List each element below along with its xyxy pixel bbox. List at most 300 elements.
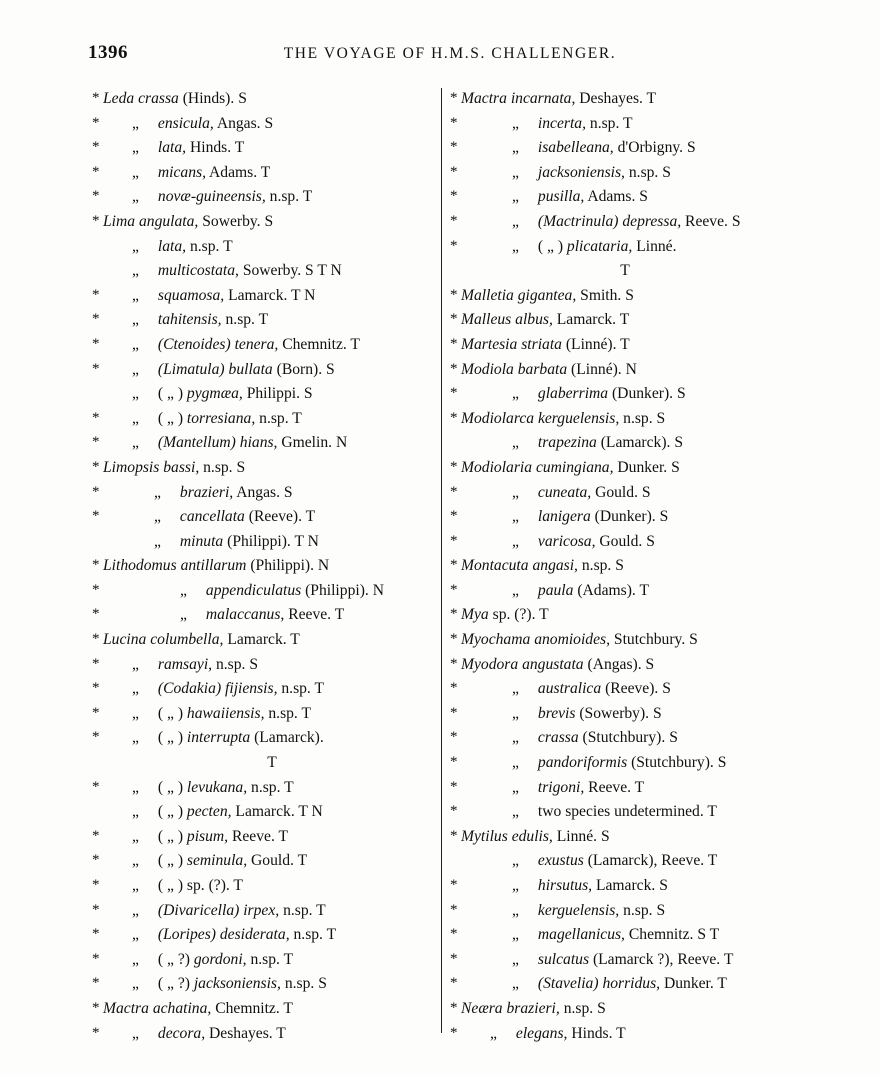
author-name: n.sp. [623, 901, 653, 919]
entry-text [103, 554, 329, 579]
entry-text [461, 997, 606, 1022]
asterisk-marker: * [450, 212, 458, 229]
asterisk-marker: * [450, 458, 458, 475]
ditto-mark: „ [512, 778, 519, 796]
species-entry [450, 431, 800, 456]
asterisk-marker: * [450, 999, 458, 1016]
asterisk-marker: * [450, 139, 458, 156]
entry-text [512, 800, 717, 825]
locality-code: S [238, 90, 247, 107]
subgenus-ditto: ( „ ) [157, 409, 184, 427]
entry-text [180, 603, 344, 628]
subgenus-ditto: ( „ ) [157, 852, 184, 870]
entry-text [132, 825, 288, 850]
author-name: sp. (?). [492, 606, 536, 624]
species-name: lata, [157, 237, 187, 255]
asterisk-marker: * [450, 581, 458, 598]
entry-text [132, 923, 336, 948]
entry-text [132, 358, 335, 383]
entry-text [461, 653, 654, 678]
entry-text [512, 481, 651, 506]
asterisk-marker: * [450, 704, 458, 721]
asterisk-marker: * [450, 901, 458, 918]
species-name: brazieri, [179, 483, 234, 501]
locality-code: T [619, 311, 630, 329]
asterisk-marker: * [92, 409, 100, 426]
entry-text [132, 899, 326, 924]
author-name: Linné. [636, 237, 677, 255]
ditto-mark: „ [512, 975, 519, 993]
ditto-mark: „ [132, 409, 139, 427]
ditto-mark: „ [512, 877, 519, 894]
locality-code: S [249, 655, 259, 673]
ditto-mark: „ [132, 655, 139, 673]
locality-code: T [639, 581, 649, 599]
asterisk-marker: * [450, 1024, 458, 1041]
species-entry [450, 530, 800, 555]
species-entry [92, 677, 452, 702]
species-entry [450, 235, 800, 260]
author-name: (Reeve). [605, 680, 659, 698]
author-name: n.sp. [293, 926, 323, 944]
species-entry [92, 235, 452, 260]
subgenus-ditto: ( „ ) [157, 827, 184, 845]
asterisk-marker: * [92, 286, 100, 303]
species-entry [92, 554, 452, 579]
species-name: angulata, [138, 212, 199, 230]
species-name: pusilla, [537, 188, 585, 206]
ditto-mark: „ [512, 704, 519, 722]
ditto-mark: „ [512, 237, 519, 255]
ditto-mark: „ [512, 532, 519, 550]
asterisk-marker: * [92, 852, 100, 869]
author-name: Angas. [216, 114, 261, 132]
entry-text [132, 431, 347, 456]
locality-code: S [283, 483, 293, 501]
ditto-mark: „ [132, 950, 139, 968]
asterisk-marker: * [92, 163, 100, 180]
ditto-mark: „ [132, 680, 139, 698]
author-name: Reeve. [685, 212, 728, 230]
author-name: (Reeve). [248, 508, 303, 526]
author-name: (Lamarck), Reeve. [587, 852, 705, 870]
author-name: (Philippi). [227, 532, 291, 550]
author-name: Smith. [580, 286, 622, 304]
locality-code: T [305, 508, 316, 526]
asterisk-marker: * [450, 163, 458, 180]
species-entry [92, 776, 452, 801]
ditto-mark: „ [180, 581, 187, 599]
author-name: n.sp. [215, 655, 246, 673]
species-name: appendiculatus [205, 581, 302, 599]
locality-code: T [260, 163, 271, 181]
subgenus-ditto: ( „ ?) [157, 975, 190, 993]
asterisk-marker: * [92, 877, 100, 893]
author-name: Angas. [236, 483, 280, 501]
locality-code: S [615, 557, 624, 575]
entry-text [461, 284, 634, 309]
species-name: elegans, [515, 1024, 568, 1042]
entry-text [132, 259, 342, 284]
entry-text [512, 505, 668, 530]
right-column-species-list [450, 87, 800, 1046]
species-entry [92, 1022, 452, 1047]
asterisk-marker: * [450, 778, 458, 795]
asterisk-marker: * [92, 950, 100, 967]
author-name: (Dunker). [611, 385, 674, 403]
asterisk-marker: * [92, 704, 100, 721]
genus-name: Mactra [461, 90, 507, 107]
ditto-mark: „ [132, 385, 139, 403]
species-name: glaberrima [537, 385, 609, 403]
author-name: d'Orbigny. [617, 139, 684, 157]
asterisk-marker: * [92, 729, 100, 746]
species-name: micans, [157, 163, 206, 181]
genus-name: Lucina [103, 631, 147, 649]
ditto-mark: „ [512, 803, 519, 821]
entry-text [154, 530, 319, 555]
author-name: Sowerby. [242, 262, 302, 280]
asterisk-marker: * [450, 557, 458, 574]
locality-code: T N [291, 286, 316, 304]
author-name: n.sp. [203, 458, 233, 476]
species-name: gordoni, [193, 950, 247, 968]
author-name: Linné. [556, 827, 598, 845]
ditto-mark: „ [132, 335, 139, 353]
species-name: albus, [515, 311, 553, 329]
species-entry [450, 948, 800, 973]
species-name: anomioides, [534, 631, 610, 649]
species-name: interrupta [186, 729, 251, 747]
author-name: n.sp. [623, 409, 653, 427]
species-entry [92, 997, 452, 1022]
author-name: Adams. [587, 188, 636, 206]
genus-name: Lithodomus [103, 557, 177, 575]
locality-code: T [301, 704, 311, 722]
locality-code: N [335, 434, 348, 452]
species-name: striata [521, 335, 562, 353]
species-name: paula [537, 581, 574, 599]
species-entry [92, 259, 452, 284]
author-name: Lamarck. [235, 803, 295, 821]
entry-text [512, 726, 678, 751]
species-entry [450, 776, 800, 801]
author-name: Philippi. [246, 385, 300, 403]
species-entry [92, 382, 452, 407]
entry-text [180, 579, 384, 604]
species-entry [92, 161, 452, 186]
entry-text [512, 972, 727, 997]
author-name: Gould. [251, 852, 294, 870]
species-entry [92, 800, 452, 825]
entry-text [132, 407, 302, 432]
author-name: Dunker. [617, 458, 668, 476]
species-entry [450, 628, 800, 653]
author-name: n.sp. [268, 704, 298, 722]
subgenus-name: (Loripes) [157, 926, 216, 944]
species-name: barbata [517, 360, 568, 378]
ditto-mark: „ [180, 606, 187, 624]
author-name: (Stutchbury). [631, 754, 714, 772]
locality-code: S [686, 139, 696, 157]
author-name: (Born). [276, 360, 323, 378]
entry-text [512, 235, 677, 260]
asterisk-marker: * [450, 926, 458, 943]
ditto-mark: „ [512, 483, 519, 501]
asterisk-marker: * [450, 114, 458, 131]
species-entry [450, 284, 800, 309]
locality-code: T [620, 262, 630, 280]
locality-code: S [669, 729, 678, 747]
species-entry [450, 800, 800, 825]
species-name: ensicula, [157, 114, 214, 132]
locality-code: S [659, 508, 669, 526]
ditto-mark: „ [132, 704, 139, 722]
entry-text [512, 185, 648, 210]
genus-name: Myodora [461, 655, 519, 673]
entry-text [132, 849, 307, 874]
locality-code: T [276, 1024, 286, 1042]
species-entry [92, 530, 452, 555]
ditto-mark: „ [512, 950, 519, 968]
asterisk-marker: * [92, 581, 100, 598]
ditto-mark: „ [132, 803, 139, 821]
species-entry [92, 702, 452, 727]
genus-name: Myochama [461, 631, 531, 649]
ditto-mark: „ [154, 532, 161, 550]
entry-text [132, 677, 324, 702]
entry-text [512, 530, 655, 555]
entry-text [132, 136, 244, 161]
asterisk-marker: * [92, 434, 100, 451]
species-entry [92, 185, 452, 210]
locality-code: T [233, 877, 243, 894]
author-name: Dunker. [663, 975, 714, 993]
author-name: n.sp. [563, 999, 594, 1017]
asterisk-marker: * [92, 680, 100, 697]
author-name: Lamarck. [595, 877, 656, 894]
subgenus-ditto: ( „ ?) [157, 950, 190, 968]
asterisk-marker: * [92, 778, 100, 795]
species-entry [92, 87, 452, 112]
ditto-mark: „ [154, 508, 161, 526]
species-name: pisum, [186, 827, 229, 845]
ditto-mark: „ [132, 901, 139, 919]
author-name: n.sp. [283, 901, 313, 919]
author-name: n.sp. [589, 114, 620, 132]
genus-name: Mytilus [461, 827, 508, 845]
author-name: (Lamarck). [254, 729, 324, 747]
author-name: (Linné). [565, 335, 617, 353]
asterisk-marker: * [92, 458, 100, 475]
genus-name: Modiolarca [461, 409, 535, 427]
ditto-mark: „ [512, 852, 519, 870]
locality-code: S [656, 409, 666, 427]
locality-code: S [264, 114, 274, 132]
locality-code: T [717, 975, 727, 993]
species-name: lanigera [537, 508, 591, 526]
author-name: sp. (?). [186, 877, 230, 894]
locality-code: T [350, 335, 360, 353]
subgenus-name: (Mactrinula) [537, 212, 619, 230]
species-name: brevis [537, 704, 576, 722]
species-entry [92, 874, 452, 899]
author-name: n.sp. [581, 557, 612, 575]
species-name: depressa, [622, 212, 682, 230]
asterisk-marker: * [450, 237, 458, 254]
species-entry [450, 997, 800, 1022]
asterisk-marker: * [92, 483, 100, 500]
subgenus-name: (Divaricella) [157, 901, 240, 919]
locality-code: S [646, 532, 655, 550]
author-name: (Linné). [571, 360, 622, 378]
species-entry [450, 702, 800, 727]
entry-text [512, 210, 741, 235]
locality-code: S [662, 680, 671, 698]
ditto-mark: „ [512, 188, 519, 206]
entry-text [132, 235, 233, 260]
asterisk-marker: * [450, 950, 458, 967]
author-name: Lamarck. [228, 286, 288, 304]
author-name: n.sp. [189, 237, 220, 255]
species-name: incerta, [537, 114, 586, 132]
locality-code: N [625, 360, 637, 378]
author-name: n.sp. [259, 409, 289, 427]
author-name: Chemnitz. [628, 926, 694, 944]
subgenus-ditto: ( „ ) [157, 803, 184, 821]
species-entry [450, 136, 800, 161]
entry-text [132, 1022, 286, 1047]
locality-code: T [283, 950, 294, 968]
locality-code: T N [298, 803, 323, 821]
species-name: horridus, [602, 975, 661, 993]
locality-code: T [223, 237, 233, 255]
species-name: pygmæa, [186, 385, 243, 403]
ditto-mark: „ [132, 852, 139, 870]
asterisk-marker: * [450, 360, 458, 377]
species-name: isabelleana, [537, 139, 614, 157]
species-entry [450, 825, 800, 850]
species-entry [92, 456, 452, 481]
left-column-species-list [92, 87, 452, 1046]
entry-text [512, 899, 665, 924]
species-entry [450, 210, 800, 235]
entry-text [103, 628, 300, 653]
entry-text [132, 874, 243, 899]
species-entry [450, 751, 800, 776]
asterisk-marker: * [450, 335, 458, 352]
species-entry [92, 308, 452, 333]
species-name: bassi, [163, 458, 200, 476]
species-name: achatina, [152, 999, 212, 1017]
asterisk-marker: * [92, 827, 100, 844]
species-name: minuta [179, 532, 224, 550]
author-name: Lamarck. [227, 631, 287, 649]
entry-text [103, 997, 293, 1022]
ditto-mark: „ [512, 212, 519, 230]
species-name: gigantea, [517, 286, 577, 304]
ditto-mark: „ [132, 778, 139, 796]
author-name: Chemnitz. [282, 335, 347, 353]
species-entry [450, 358, 800, 383]
locality-code: T [292, 409, 302, 427]
ditto-mark: „ [132, 360, 139, 378]
ditto-mark: „ [512, 901, 519, 919]
species-name: exustus [537, 852, 584, 870]
entry-text [461, 456, 680, 481]
asterisk-marker: * [92, 335, 100, 352]
author-name: n.sp. [284, 975, 315, 993]
locality-code: T [707, 803, 717, 821]
locality-code: S [652, 704, 662, 722]
ditto-mark: „ [512, 434, 519, 452]
species-name: malaccanus, [205, 606, 285, 624]
species-name: jacksoniensis, [193, 975, 281, 993]
author-name: Gould. [595, 483, 638, 501]
asterisk-marker: * [450, 680, 458, 697]
entry-text [461, 87, 656, 112]
locality-code: S [689, 631, 698, 649]
locality-code: T [302, 188, 313, 206]
entry-text [154, 481, 293, 506]
species-entry [450, 185, 800, 210]
species-entry [92, 948, 452, 973]
species-name: pandoriformis [537, 754, 628, 772]
entry-text [132, 308, 268, 333]
author-name: Reeve. [288, 606, 332, 624]
species-name: magellanicus, [537, 926, 625, 944]
locality-code: T [316, 901, 326, 919]
species-name: antillarum [180, 557, 247, 575]
locality-code: S T [697, 926, 720, 944]
genus-name: Modiola [461, 360, 514, 378]
locality-code: S [674, 434, 684, 452]
ditto-mark: „ [132, 114, 139, 132]
author-name: (Hinds). [182, 90, 235, 107]
ditto-mark: „ [132, 729, 139, 747]
ditto-mark: „ [132, 926, 139, 944]
species-entry [92, 751, 452, 776]
species-entry [450, 333, 800, 358]
locality-code: T [622, 114, 633, 132]
locality-code: S [597, 999, 606, 1017]
ditto-mark: „ [512, 114, 519, 132]
asterisk-marker: * [450, 188, 458, 205]
locality-code: S [264, 212, 274, 230]
ditto-mark: „ [132, 286, 139, 304]
locality-code: S [600, 827, 610, 845]
species-name: brazieri, [506, 999, 560, 1017]
locality-code: S [717, 754, 727, 772]
asterisk-marker: * [450, 385, 458, 402]
author-name: Reeve. [588, 778, 632, 796]
entry-text [512, 677, 671, 702]
locality-code: S [641, 483, 651, 501]
asterisk-marker: * [450, 532, 458, 549]
species-entry [92, 358, 452, 383]
ditto-mark: „ [512, 508, 519, 526]
asterisk-marker: * [92, 114, 100, 131]
species-name: tahitensis, [157, 311, 222, 329]
ditto-mark: „ [132, 262, 139, 280]
author-name: n.sp. [628, 163, 659, 181]
species-entry [450, 849, 800, 874]
asterisk-marker: * [92, 90, 100, 106]
asterisk-marker: * [92, 926, 100, 943]
locality-code: S [625, 286, 634, 304]
species-name: multicostata, [157, 262, 239, 280]
entry-text [512, 849, 717, 874]
